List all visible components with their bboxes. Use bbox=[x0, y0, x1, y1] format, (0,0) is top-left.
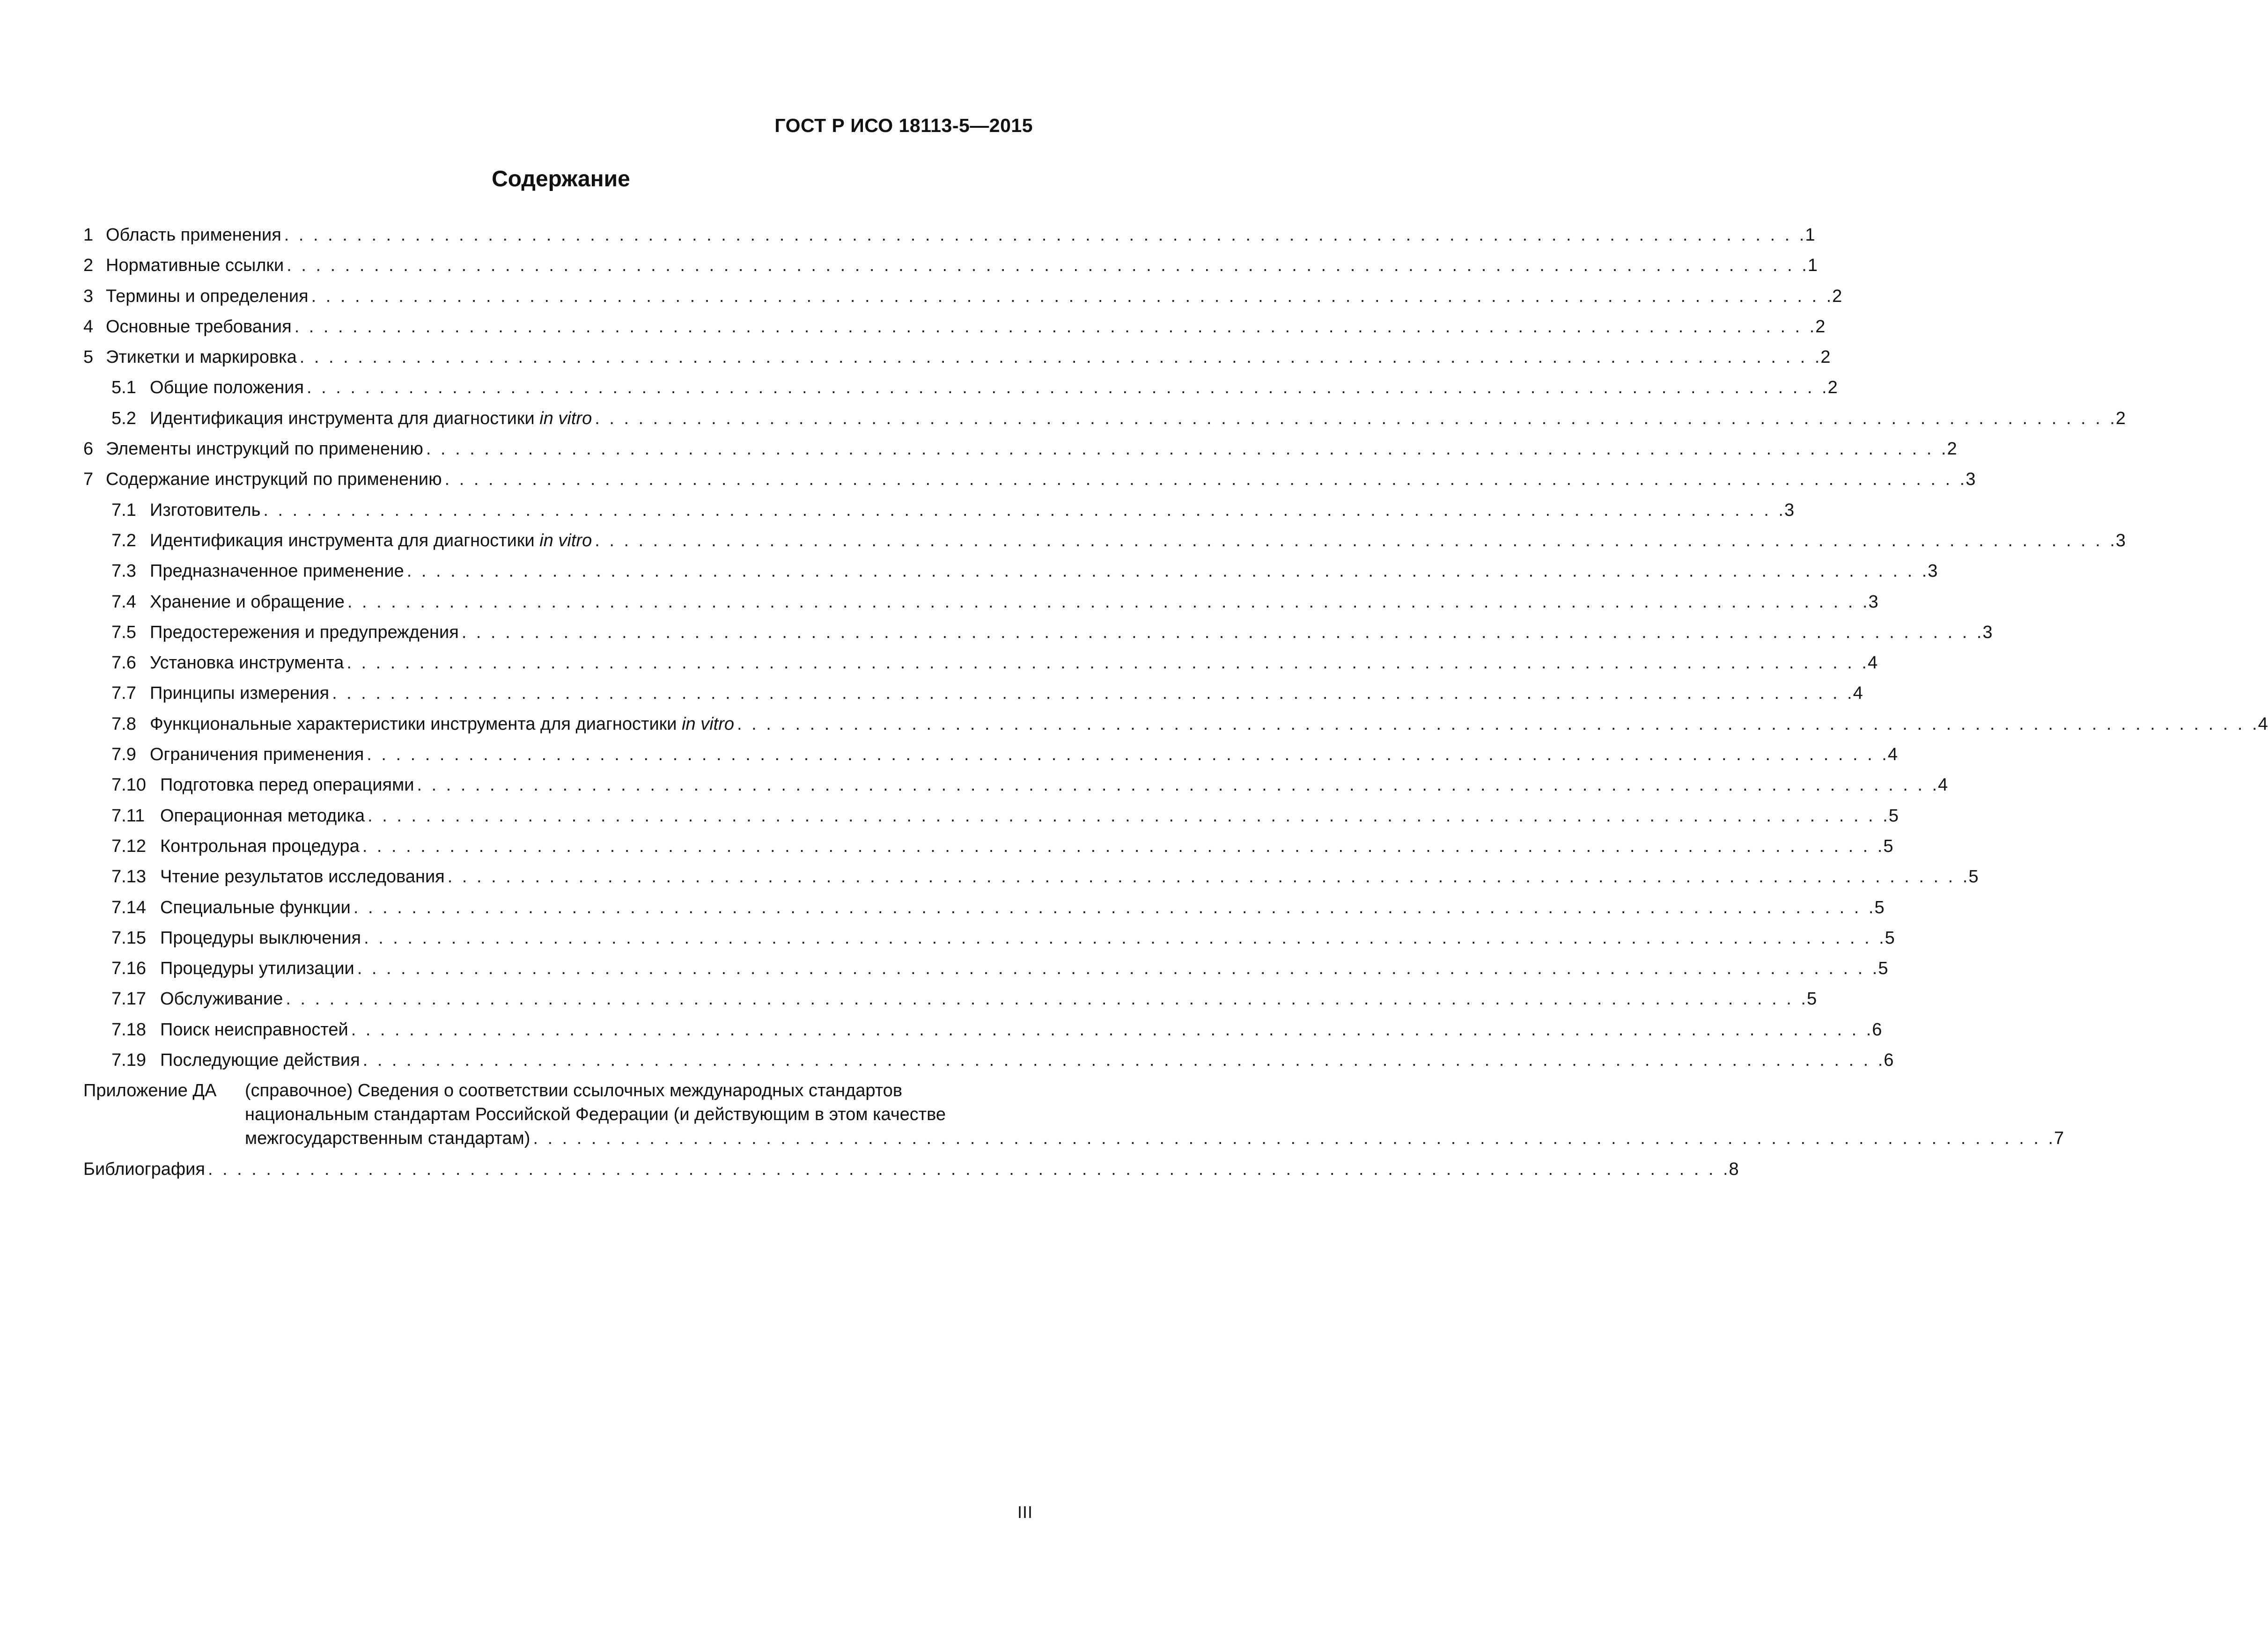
toc-entry-number: 7.8 bbox=[111, 714, 136, 734]
toc-entry-title: Операционная методика bbox=[160, 806, 365, 826]
toc-entry-6[interactable] bbox=[83, 434, 1957, 464]
toc-entry-page: 5 bbox=[1806, 989, 1817, 1009]
toc-entry-number: 7.11 bbox=[111, 806, 145, 826]
dot-leader bbox=[281, 220, 1804, 250]
dot-leader bbox=[205, 1154, 1728, 1185]
toc-entry-page: 3 bbox=[1868, 592, 1878, 612]
toc-entry-7-1[interactable] bbox=[83, 495, 1795, 526]
toc-entry-page: 3 bbox=[1966, 469, 1976, 490]
toc-entry-page: 4 bbox=[1867, 653, 1878, 673]
annex-body bbox=[245, 1079, 2064, 1151]
toc-entry-page: 2 bbox=[1832, 286, 1842, 306]
toc-entry-number: 7.14 bbox=[111, 897, 146, 917]
toc-entry-number: 7.12 bbox=[111, 836, 146, 856]
toc-entry-number: 7.4 bbox=[111, 592, 136, 612]
toc-entry-page: 5 bbox=[1968, 867, 1979, 887]
toc-entry-number: 1 bbox=[83, 225, 94, 245]
toc-entry-7-11[interactable] bbox=[83, 801, 1899, 831]
toc-entry-page: 2 bbox=[1827, 378, 1838, 398]
toc-entry-title bbox=[150, 403, 592, 434]
toc-entry-title: Изготовитель bbox=[150, 500, 261, 520]
toc-entry-number: 7.18 bbox=[111, 1019, 146, 1040]
toc-entry-page: 6 bbox=[1872, 1019, 1882, 1040]
dot-leader bbox=[459, 617, 1982, 648]
dot-leader bbox=[345, 587, 1868, 617]
toc-entry-title-italic: in vitro bbox=[539, 530, 592, 550]
table-of-contents bbox=[83, 220, 2268, 1185]
annex-last-line bbox=[245, 1127, 2064, 1151]
toc-entry-title-italic: in vitro bbox=[682, 714, 735, 734]
toc-entry-title: Установка инструмента bbox=[150, 653, 344, 673]
toc-entry-number: 7.10 bbox=[111, 775, 146, 795]
toc-entry-page: 5 bbox=[1874, 897, 1885, 917]
annex-line: национальным стандартам Российской Федерации (и действующим в этом качестве bbox=[245, 1105, 946, 1125]
toc-entry-title: Последующие действия bbox=[160, 1050, 360, 1070]
dot-leader bbox=[329, 678, 1852, 709]
toc-entry-number: 7.16 bbox=[111, 959, 146, 979]
dot-leader bbox=[414, 770, 1937, 800]
toc-entry-1[interactable] bbox=[83, 220, 1815, 250]
toc-entry-7-9[interactable] bbox=[83, 740, 1898, 770]
toc-entry-title: Хранение и обращение bbox=[150, 592, 345, 612]
dot-leader bbox=[260, 495, 1783, 526]
toc-entry-title: Поиск неисправностей bbox=[160, 1019, 348, 1040]
dot-leader bbox=[361, 923, 1884, 953]
toc-entry-number: 7.6 bbox=[111, 653, 136, 673]
toc-entry-page: 5 bbox=[1885, 928, 1895, 948]
toc-entry-title: Контрольная процедура bbox=[160, 836, 360, 856]
toc-title: Содержание bbox=[492, 167, 630, 191]
document-code: ГОСТ Р ИСО 18113-5—2015 bbox=[774, 115, 1033, 136]
toc-entry-number: 7.1 bbox=[111, 500, 136, 520]
toc-entry-7-4[interactable] bbox=[83, 587, 1878, 617]
toc-entry-title: Предназначенное применение bbox=[150, 561, 404, 581]
toc-entry-page: 6 bbox=[1884, 1050, 1894, 1070]
toc-entry-7[interactable] bbox=[83, 464, 1976, 495]
toc-entry-page: 3 bbox=[1928, 561, 1938, 581]
toc-entry-title: Термины и определения bbox=[106, 286, 309, 306]
toc-entry-title bbox=[150, 709, 734, 740]
toc-entry-number: 6 bbox=[83, 439, 94, 459]
toc-entry-annex-da[interactable] bbox=[83, 1079, 2064, 1151]
page-number: III bbox=[1017, 1503, 1033, 1522]
dot-leader bbox=[284, 250, 1807, 281]
toc-entry-7-7[interactable] bbox=[83, 678, 1863, 709]
dot-leader bbox=[360, 1045, 1883, 1076]
toc-entry-page: 2 bbox=[1947, 439, 1957, 459]
toc-entry-page: 4 bbox=[1887, 745, 1898, 765]
toc-entry-page: 2 bbox=[1820, 347, 1831, 367]
toc-entry-title: Чтение результатов исследования bbox=[160, 867, 445, 887]
toc-entry-page: 8 bbox=[1729, 1159, 1739, 1180]
toc-entry-page: 3 bbox=[1784, 500, 1795, 520]
toc-entry-7-5[interactable] bbox=[83, 617, 1993, 648]
toc-entry-number: 5 bbox=[83, 347, 94, 367]
dot-leader bbox=[304, 373, 1827, 403]
toc-entry-number: 5.2 bbox=[111, 408, 136, 428]
toc-entry-7-19[interactable] bbox=[83, 1045, 1894, 1076]
dot-leader bbox=[351, 893, 1874, 923]
toc-entry-5[interactable] bbox=[83, 342, 1831, 373]
toc-entry-title: Содержание инструкций по применению bbox=[106, 469, 442, 490]
toc-entry-number: 7.5 bbox=[111, 622, 136, 642]
toc-entry-title: Нормативные ссылки bbox=[106, 256, 284, 276]
toc-entry-7-17[interactable] bbox=[83, 984, 1817, 1014]
toc-entry-title-text: Идентификация инструмента для диагностики bbox=[150, 408, 535, 428]
dot-leader bbox=[309, 281, 1832, 312]
dot-leader bbox=[734, 709, 2257, 740]
toc-entry-number: 4 bbox=[83, 316, 94, 337]
toc-entry-7-18[interactable] bbox=[83, 1015, 1882, 1045]
annex-line: (справочное) Сведения о соответствии ссылочных международных стандартов bbox=[245, 1081, 903, 1101]
toc-entry-bibliography[interactable] bbox=[83, 1154, 1739, 1185]
toc-entry-page: 2 bbox=[2115, 408, 2126, 428]
toc-entry-page: 1 bbox=[1805, 225, 1815, 245]
dot-leader bbox=[530, 1127, 2053, 1151]
toc-entry-number: 5.1 bbox=[111, 378, 136, 398]
toc-entry-7-8[interactable] bbox=[83, 709, 2268, 740]
toc-entry-title-text: Идентификация инструмента для диагностики bbox=[150, 530, 535, 550]
toc-entry-7-6[interactable] bbox=[83, 648, 1878, 678]
toc-entry-number: 7.2 bbox=[111, 530, 136, 550]
toc-entry-7-16[interactable] bbox=[83, 953, 1888, 984]
toc-entry-page: 4 bbox=[1853, 683, 1863, 704]
dot-leader bbox=[292, 312, 1815, 342]
dot-leader bbox=[592, 403, 2115, 434]
toc-entry-number: 2 bbox=[83, 256, 94, 276]
toc-entry-title-text: Функциональные характеристики инструмента для диагностики bbox=[150, 714, 677, 734]
toc-entry-number: 7.7 bbox=[111, 683, 136, 704]
toc-entry-7-12[interactable] bbox=[83, 831, 1893, 862]
toc-entry-4[interactable] bbox=[83, 312, 1826, 342]
toc-entry-7-2[interactable] bbox=[83, 526, 2126, 556]
toc-entry-title: Обслуживание bbox=[160, 989, 283, 1009]
toc-entry-title: Процедуры выключения bbox=[160, 928, 361, 948]
toc-entry-title bbox=[150, 526, 592, 556]
toc-entry-7-3[interactable] bbox=[83, 556, 1938, 586]
toc-entry-7-14[interactable] bbox=[83, 893, 1885, 923]
toc-entry-number: 7.15 bbox=[111, 928, 146, 948]
toc-entry-7-10[interactable] bbox=[83, 770, 1948, 800]
dot-leader bbox=[592, 526, 2115, 556]
toc-entry-number: 7.17 bbox=[111, 989, 146, 1009]
toc-entry-number: 7.19 bbox=[111, 1050, 146, 1070]
dot-leader bbox=[344, 648, 1867, 678]
toc-entry-page: 3 bbox=[1982, 622, 1993, 642]
toc-entry-title: Ограничения применения bbox=[150, 745, 364, 765]
dot-leader bbox=[445, 862, 1968, 892]
toc-entry-page: 4 bbox=[2258, 714, 2268, 734]
dot-leader bbox=[283, 984, 1806, 1014]
toc-entry-page: 7 bbox=[2054, 1129, 2064, 1149]
dot-leader bbox=[297, 342, 1820, 373]
dot-leader bbox=[348, 1015, 1871, 1045]
toc-entry-page: 3 bbox=[2115, 530, 2126, 550]
toc-entry-page: 2 bbox=[1815, 316, 1826, 337]
toc-entry-title: Элементы инструкций по применению bbox=[106, 439, 423, 459]
toc-entry-title: Область применения bbox=[106, 225, 281, 245]
toc-entry-7-15[interactable] bbox=[83, 923, 1895, 953]
toc-entry-5-1[interactable] bbox=[83, 373, 1838, 403]
toc-entry-page: 1 bbox=[1807, 256, 1818, 276]
dot-leader bbox=[423, 434, 1946, 464]
toc-entry-title: Подготовка перед операциями bbox=[160, 775, 414, 795]
dot-leader bbox=[404, 556, 1927, 586]
toc-entry-page: 4 bbox=[1938, 775, 1948, 795]
dot-leader bbox=[354, 953, 1878, 984]
toc-entry-number: 3 bbox=[83, 286, 94, 306]
toc-entry-5-2[interactable] bbox=[83, 403, 2126, 434]
toc-entry-title: Основные требования bbox=[106, 316, 292, 337]
toc-entry-2[interactable] bbox=[83, 250, 1818, 281]
toc-entry-title: Общие положения bbox=[150, 378, 304, 398]
toc-entry-number: 7.13 bbox=[111, 867, 146, 887]
toc-entry-number: 7.9 bbox=[111, 745, 136, 765]
dot-leader bbox=[442, 464, 1965, 495]
toc-entry-page: 5 bbox=[1878, 959, 1888, 979]
toc-entry-title: Предостережения и предупреждения bbox=[150, 622, 459, 642]
toc-entry-title: Библиография bbox=[83, 1159, 205, 1180]
dot-leader bbox=[364, 740, 1887, 770]
toc-entry-title: Принципы измерения bbox=[150, 683, 330, 704]
toc-entry-7-13[interactable] bbox=[83, 862, 1979, 892]
dot-leader bbox=[365, 801, 1888, 831]
toc-entry-title-italic: in vitro bbox=[539, 408, 592, 428]
toc-entry-title: Специальные функции bbox=[160, 897, 351, 917]
annex-line: межгосударственным стандартам) bbox=[245, 1129, 530, 1149]
toc-entry-page: 5 bbox=[1883, 836, 1893, 856]
annex-label: Приложение ДА bbox=[83, 1081, 217, 1101]
toc-entry-page: 5 bbox=[1888, 806, 1899, 826]
toc-entry-number: 7.3 bbox=[111, 561, 136, 581]
toc-entry-number: 7 bbox=[83, 469, 94, 490]
dot-leader bbox=[360, 831, 1883, 862]
toc-entry-3[interactable] bbox=[83, 281, 1842, 312]
toc-entry-title: Процедуры утилизации bbox=[160, 959, 354, 979]
toc-entry-title: Этикетки и маркировка bbox=[106, 347, 297, 367]
